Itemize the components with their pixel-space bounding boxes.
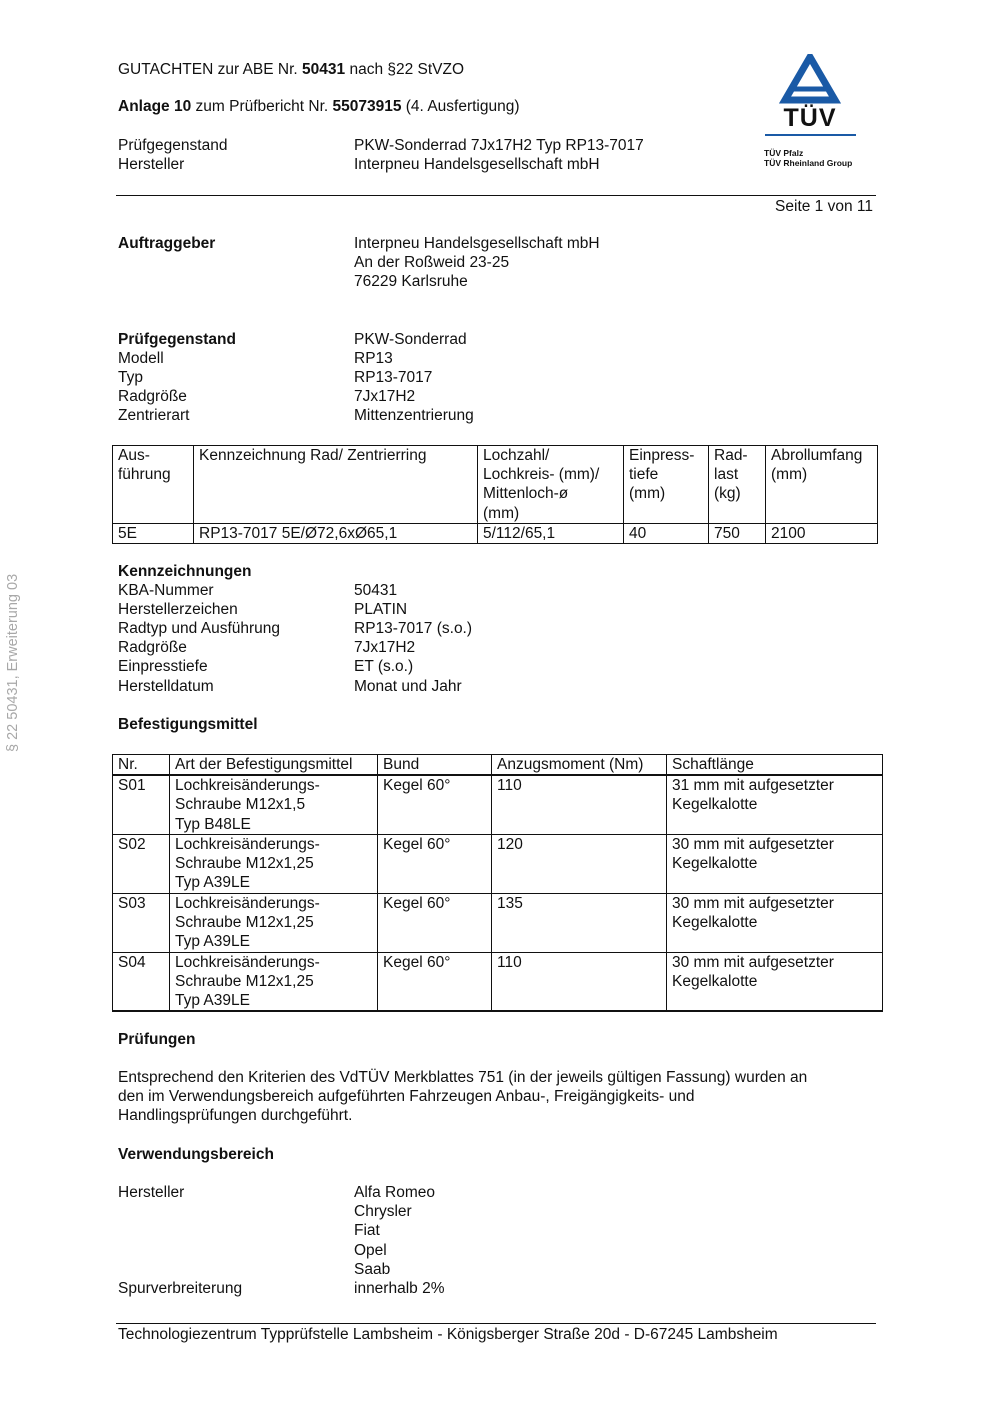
kennzeichnung-row	[118, 638, 738, 657]
header-line: Lochzahl/	[483, 447, 550, 464]
section-title: Befestigungsmittel	[118, 716, 258, 733]
wheel-table	[112, 445, 878, 544]
fastener-moment: 110	[492, 952, 667, 1011]
document-heading	[118, 60, 464, 79]
table-header-cell: Anzugsmoment (Nm)	[492, 755, 667, 776]
footer-text: Technologiezentrum Typprüfstelle Lambsheim - Königsberger Straße 20d - D-67245 Lambsheim	[118, 1326, 778, 1343]
befestigung-title	[118, 715, 258, 734]
fastener-art	[170, 834, 378, 893]
spec-value: RP13	[354, 350, 393, 367]
spec-row	[118, 368, 738, 387]
table-header-cell: Art der Befestigungsmittel	[170, 755, 378, 776]
logo-rule	[765, 134, 856, 136]
pruefbericht-number: 55073915	[332, 98, 402, 115]
cell-line: 31 mm mit aufgesetzter	[672, 777, 834, 795]
verwendungsbereich-title	[118, 1145, 274, 1164]
kennzeichnung-value: 50431	[354, 582, 398, 599]
ausfertigung: (4. Ausfertigung)	[401, 98, 520, 115]
anlage-line	[118, 97, 520, 116]
header-value: PKW-Sonderrad 7Jx17H2 Typ RP13-7017	[354, 137, 644, 154]
header-line: (mm)	[483, 504, 520, 522]
table-row	[113, 893, 883, 952]
header-divider	[116, 195, 876, 196]
section-title: Verwendungsbereich	[118, 1146, 274, 1163]
header-line: (mm)	[629, 485, 666, 503]
cell-line: Schraube M12x1,25	[175, 973, 314, 991]
fastener-schaft	[667, 834, 883, 893]
fastener-bund: Kegel 60°	[378, 775, 492, 834]
spec-row	[118, 406, 738, 425]
header-label: Prüfgegenstand	[118, 137, 228, 154]
fastener-art	[170, 775, 378, 834]
hersteller-label: Hersteller	[118, 1184, 185, 1201]
spec-label: Zentrierart	[118, 407, 190, 424]
spec-label: Radgröße	[118, 388, 187, 405]
paragraph-line: Handlingsprüfungen durchgeführt.	[118, 1107, 353, 1125]
auftraggeber-address	[354, 234, 600, 292]
cell-line: Typ A39LE	[175, 992, 250, 1010]
kennzeichnungen-title	[118, 562, 251, 581]
fastener-bund: Kegel 60°	[378, 952, 492, 1011]
table-header-cell	[194, 446, 478, 524]
table-row	[113, 834, 883, 893]
fastener-art	[170, 893, 378, 952]
table-header-cell: Bund	[378, 755, 492, 776]
kennzeichnung-label: Herstelldatum	[118, 678, 214, 695]
header-line: Mittenloch-ø	[483, 485, 569, 503]
table-cell: 750	[709, 523, 766, 543]
list-item: Opel	[354, 1241, 387, 1259]
section-title: Kennzeichnungen	[118, 563, 252, 580]
address-line: Interpneu Handelsgesellschaft mbH	[354, 235, 600, 252]
kennzeichnung-label: KBA-Nummer	[118, 582, 214, 599]
auftraggeber-label	[118, 234, 215, 253]
cell-line: Kegelkalotte	[672, 796, 758, 814]
cell-line: 30 mm mit aufgesetzter	[672, 835, 834, 853]
heading-text: GUTACHTEN zur ABE Nr.	[118, 61, 303, 78]
table-header-cell	[478, 446, 624, 524]
fastener-schaft	[667, 952, 883, 1011]
table-header-cell	[624, 446, 709, 524]
table-cell: 5/112/65,1	[478, 523, 624, 543]
fastener-nr: S01	[113, 775, 170, 834]
cell-line: Lochkreisänderungs-	[175, 894, 320, 912]
cell-line: Schraube M12x1,25	[175, 855, 314, 873]
page-number: Seite 1 von 11	[775, 198, 873, 215]
header-line: (mm)	[771, 466, 808, 484]
cell-line: Lochkreisänderungs-	[175, 953, 320, 971]
cell-line: 30 mm mit aufgesetzter	[672, 953, 834, 971]
table-cell: RP13-7017 5E/Ø72,6xØ65,1	[194, 523, 478, 543]
spec-row	[118, 349, 738, 368]
fastener-nr: S04	[113, 952, 170, 1011]
header-line: Rad-	[714, 447, 748, 464]
cell-line: Kegelkalotte	[672, 914, 758, 932]
fastener-bund: Kegel 60°	[378, 893, 492, 952]
table-cell: 5E	[113, 523, 194, 543]
kennzeichnung-row	[118, 581, 738, 600]
table-header-row	[113, 755, 883, 776]
header-label: Hersteller	[118, 156, 185, 173]
fastener-nr: S02	[113, 834, 170, 893]
kennzeichnung-label: Einpresstiefe	[118, 658, 208, 675]
anlage-label: Anlage 10	[118, 98, 192, 115]
header-line: Aus-	[118, 447, 150, 464]
fastener-art	[170, 952, 378, 1011]
list-item: Saab	[354, 1260, 391, 1278]
fastener-schaft	[667, 893, 883, 952]
address-line: An der Roßweid 23-25	[354, 254, 510, 272]
cell-line: Typ A39LE	[175, 874, 250, 892]
section-title: Prüfungen	[118, 1031, 196, 1048]
header-line: (kg)	[714, 485, 741, 503]
spur-label: Spurverbreiterung	[118, 1280, 243, 1297]
table-cell: 2100	[766, 523, 878, 543]
table-row	[113, 775, 883, 834]
tuv-logo	[760, 54, 860, 174]
table-cell: 40	[624, 523, 709, 543]
fastener-bund: Kegel 60°	[378, 834, 492, 893]
address-line: 76229 Karlsruhe	[354, 273, 468, 291]
header-line: Abrollumfang	[771, 447, 863, 464]
anlage-mid: zum Prüfbericht Nr.	[191, 98, 333, 115]
fastener-moment: 110	[492, 775, 667, 834]
header-line: last	[714, 466, 739, 484]
pruefungen-title	[118, 1030, 196, 1049]
kennzeichnung-row	[118, 619, 738, 638]
side-text: § 22 50431, Erweiterung 03	[5, 573, 21, 752]
pruefgegenstand-value: PKW-Sonderrad	[354, 331, 467, 348]
table-row	[113, 952, 883, 1011]
cell-line: Schraube M12x1,5	[175, 796, 306, 814]
table-header-row	[113, 446, 878, 524]
cell-line: Kegelkalotte	[672, 855, 758, 873]
spec-row	[118, 387, 738, 406]
kennzeichnung-value: ET (s.o.)	[354, 658, 414, 675]
kennzeichnung-label: Radgröße	[118, 639, 187, 656]
cell-line: Kegelkalotte	[672, 973, 758, 991]
kennzeichnung-value: RP13-7017 (s.o.)	[354, 620, 473, 637]
paragraph-line: Entsprechend den Kriterien des VdTÜV Merkblattes 751 (in der jeweils gültigen Fassung) wurden an	[118, 1069, 808, 1086]
header-line: Lochkreis- (mm)/	[483, 466, 600, 484]
fastener-moment: 135	[492, 893, 667, 952]
spec-label: Modell	[118, 350, 164, 367]
list-item: Alfa Romeo	[354, 1184, 435, 1201]
table-header-cell: Schaftlänge	[667, 755, 883, 776]
pruefgegenstand-label: Prüfgegenstand	[118, 331, 236, 348]
logo-sub2: TÜV Rheinland Group	[764, 157, 853, 168]
spec-value: 7Jx17H2	[354, 388, 416, 405]
tuv-wordmark: TÜV	[783, 104, 837, 132]
kennzeichnung-value: Monat und Jahr	[354, 678, 462, 695]
kennzeichnung-value: 7Jx17H2	[354, 639, 416, 656]
pruefungen-text	[118, 1068, 807, 1126]
cell-line: Lochkreisänderungs-	[175, 835, 320, 853]
abe-number: 50431	[302, 61, 346, 78]
kennzeichnung-label: Radtyp und Ausführung	[118, 620, 281, 637]
spec-label: Typ	[118, 369, 143, 386]
auftraggeber-label-text: Auftraggeber	[118, 235, 216, 252]
kennzeichnung-row	[118, 600, 738, 619]
header-line: führung	[118, 466, 171, 484]
list-item: Chrysler	[354, 1203, 412, 1221]
spurverbreiterung-row	[118, 1279, 738, 1298]
fastener-table	[112, 754, 883, 1012]
list-item: Fiat	[354, 1222, 380, 1240]
header-value: Interpneu Handelsgesellschaft mbH	[354, 156, 600, 173]
header-line: Einpress-	[629, 447, 695, 464]
cell-line: Typ A39LE	[175, 933, 250, 951]
kennzeichnung-value: PLATIN	[354, 601, 408, 618]
hersteller-list	[354, 1183, 435, 1279]
header-row-hersteller	[118, 155, 738, 174]
heading-suffix: nach §22 StVZO	[345, 61, 465, 78]
logo-subtitle	[764, 149, 852, 168]
fastener-nr: S03	[113, 893, 170, 952]
table-header-cell	[766, 446, 878, 524]
table-row	[113, 523, 878, 543]
table-header-cell	[113, 446, 194, 524]
cell-line: Schraube M12x1,25	[175, 914, 314, 932]
cell-line: Typ B48LE	[175, 815, 251, 833]
header-line: tiefe	[629, 466, 659, 484]
fastener-schaft	[667, 775, 883, 834]
paragraph-line: den im Verwendungsbereich aufgeführten Fahrzeugen Anbau-, Freigängigkeits- und	[118, 1088, 695, 1106]
cell-line: 30 mm mit aufgesetzter	[672, 894, 834, 912]
fastener-moment: 120	[492, 834, 667, 893]
table-header-cell	[709, 446, 766, 524]
spec-value: RP13-7017	[354, 369, 433, 386]
header-line: Kennzeichnung Rad/ Zentrierring	[199, 447, 427, 464]
table-header-cell: Nr.	[113, 755, 170, 776]
cell-line: Lochkreisänderungs-	[175, 777, 320, 795]
header-row-pruefgegenstand	[118, 136, 738, 155]
spur-value: innerhalb 2%	[354, 1280, 445, 1297]
kennzeichnung-row	[118, 677, 738, 696]
pruefgegenstand-row	[118, 330, 738, 349]
kennzeichnung-label: Herstellerzeichen	[118, 601, 238, 618]
footer-divider	[116, 1323, 876, 1324]
logo-sub1: TÜV Pfalz	[764, 148, 804, 158]
kennzeichnung-row	[118, 657, 738, 676]
spec-value: Mittenzentrierung	[354, 407, 474, 424]
